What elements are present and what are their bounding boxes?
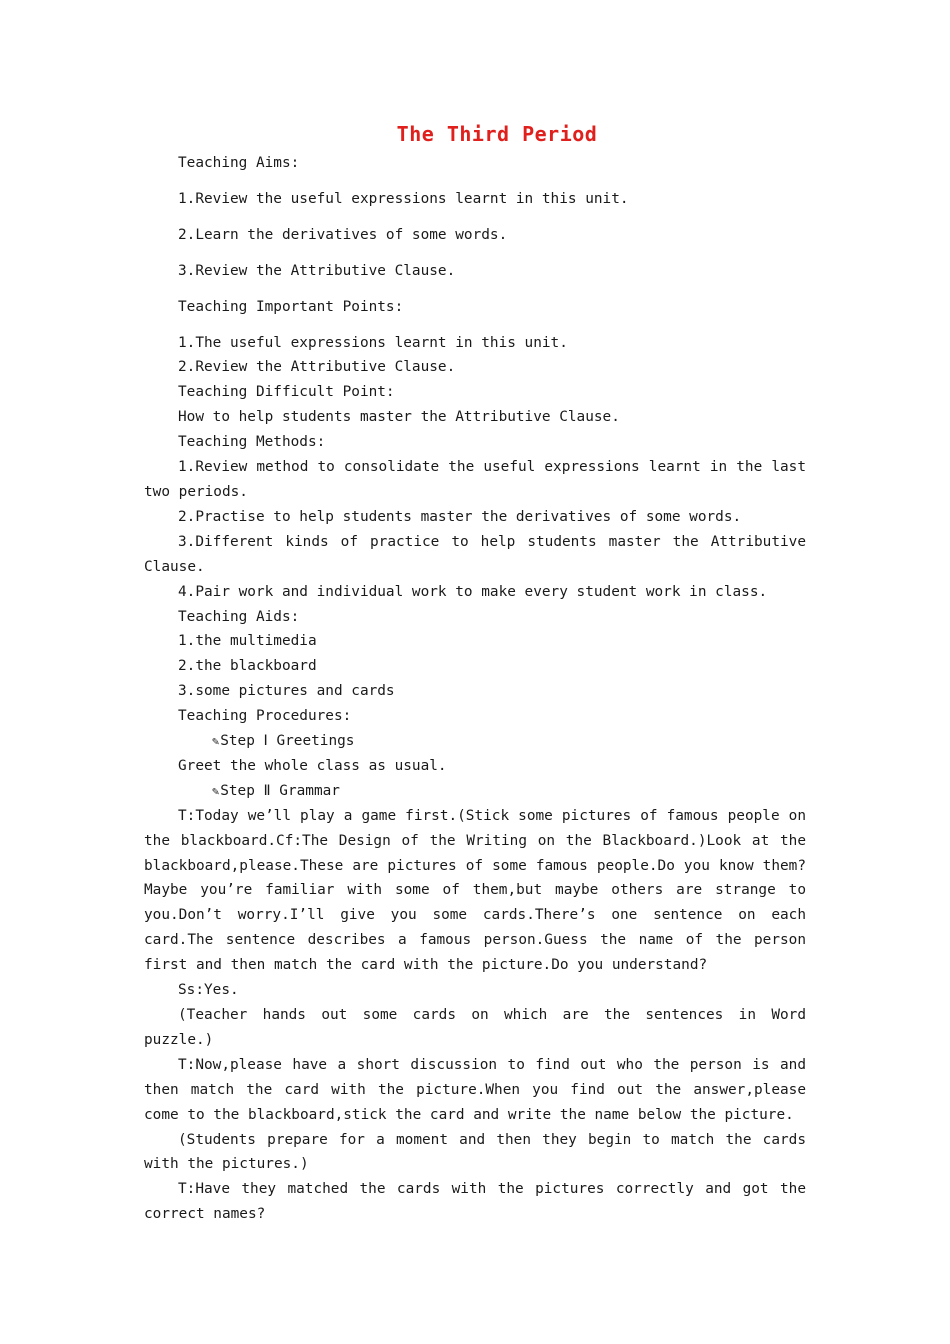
dialogue-paragraph: T:Have they matched the cards with the pictures correctly and got the correct names? [144, 1181, 806, 1223]
dialogue-paragraph: Ss:Yes. [178, 982, 239, 999]
pencil-icon: ✎ [212, 783, 220, 798]
aid-item: 1.the multimedia [178, 633, 317, 650]
aids-heading: Teaching Aids: [178, 608, 300, 625]
step-heading [144, 729, 806, 754]
method-item: 2.Practise to help students master the derivatives of some words. [178, 508, 742, 525]
important-heading: Teaching Important Points: [178, 298, 404, 315]
step-heading [144, 779, 806, 804]
aim-item: 1.Review the useful expressions learnt in this unit. [178, 190, 629, 207]
step-text: Greet the whole class as usual. [178, 757, 447, 774]
methods-heading: Teaching Methods: [178, 434, 326, 451]
procedures-heading: Teaching Procedures: [178, 708, 352, 725]
step-label: Step Ⅰ Greetings [220, 733, 355, 750]
important-item: 2.Review the Attributive Clause. [178, 359, 456, 376]
page-title: The Third Period [396, 122, 598, 146]
difficult-heading: Teaching Difficult Point: [178, 384, 395, 401]
aim-item: 2.Learn the derivatives of some words. [178, 226, 508, 243]
aid-item: 2.the blackboard [178, 658, 317, 675]
dialogue-paragraph: (Teacher hands out some cards on which are the sentences in Word puzzle.) [144, 1007, 806, 1048]
important-item: 1.The useful expressions learnt in this unit. [178, 334, 568, 351]
document-body [144, 151, 806, 1227]
difficult-text: How to help students master the Attributive Clause. [178, 409, 620, 426]
method-item: 3.Different kinds of practice to help students master the Attributive Clause. [144, 533, 806, 575]
method-item: 4.Pair work and individual work to make every student work in class. [178, 583, 768, 600]
dialogue-paragraph: (Students prepare for a moment and then they begin to match the cards with the pictures.) [144, 1131, 806, 1173]
method-item: 1.Review method to consolidate the useful expressions learnt in the last two periods. [144, 459, 806, 500]
pencil-icon: ✎ [212, 734, 220, 749]
dialogue-paragraph: T:Now,please have a short discussion to find out who the person is and then match the card with the picture.When you find out the answer,please come to the blackboard,stick the card and write the name below the picture. [144, 1056, 806, 1123]
aims-heading: Teaching Aims: [178, 155, 300, 171]
step-label: Step Ⅱ Grammar [220, 782, 340, 799]
aim-item: 3.Review the Attributive Clause. [178, 262, 456, 279]
dialogue-paragraph: T:Today we’ll play a game first.(Stick some pictures of famous people on the blackboard.Cf:The Design of the Writing on the Blackboard.)Look at the blackboard,please.These are pictures of some famous people.Do you know them? Maybe you’re familiar with some of them,but maybe others are strange to you.Don’t worry.I’ll give you some cards.There’s one sentence on each card.The sentence describes a famous person.Guess the name of the person first and then match the card with the picture.Do you understand? [144, 807, 806, 974]
aid-item: 3.some pictures and cards [178, 683, 395, 700]
